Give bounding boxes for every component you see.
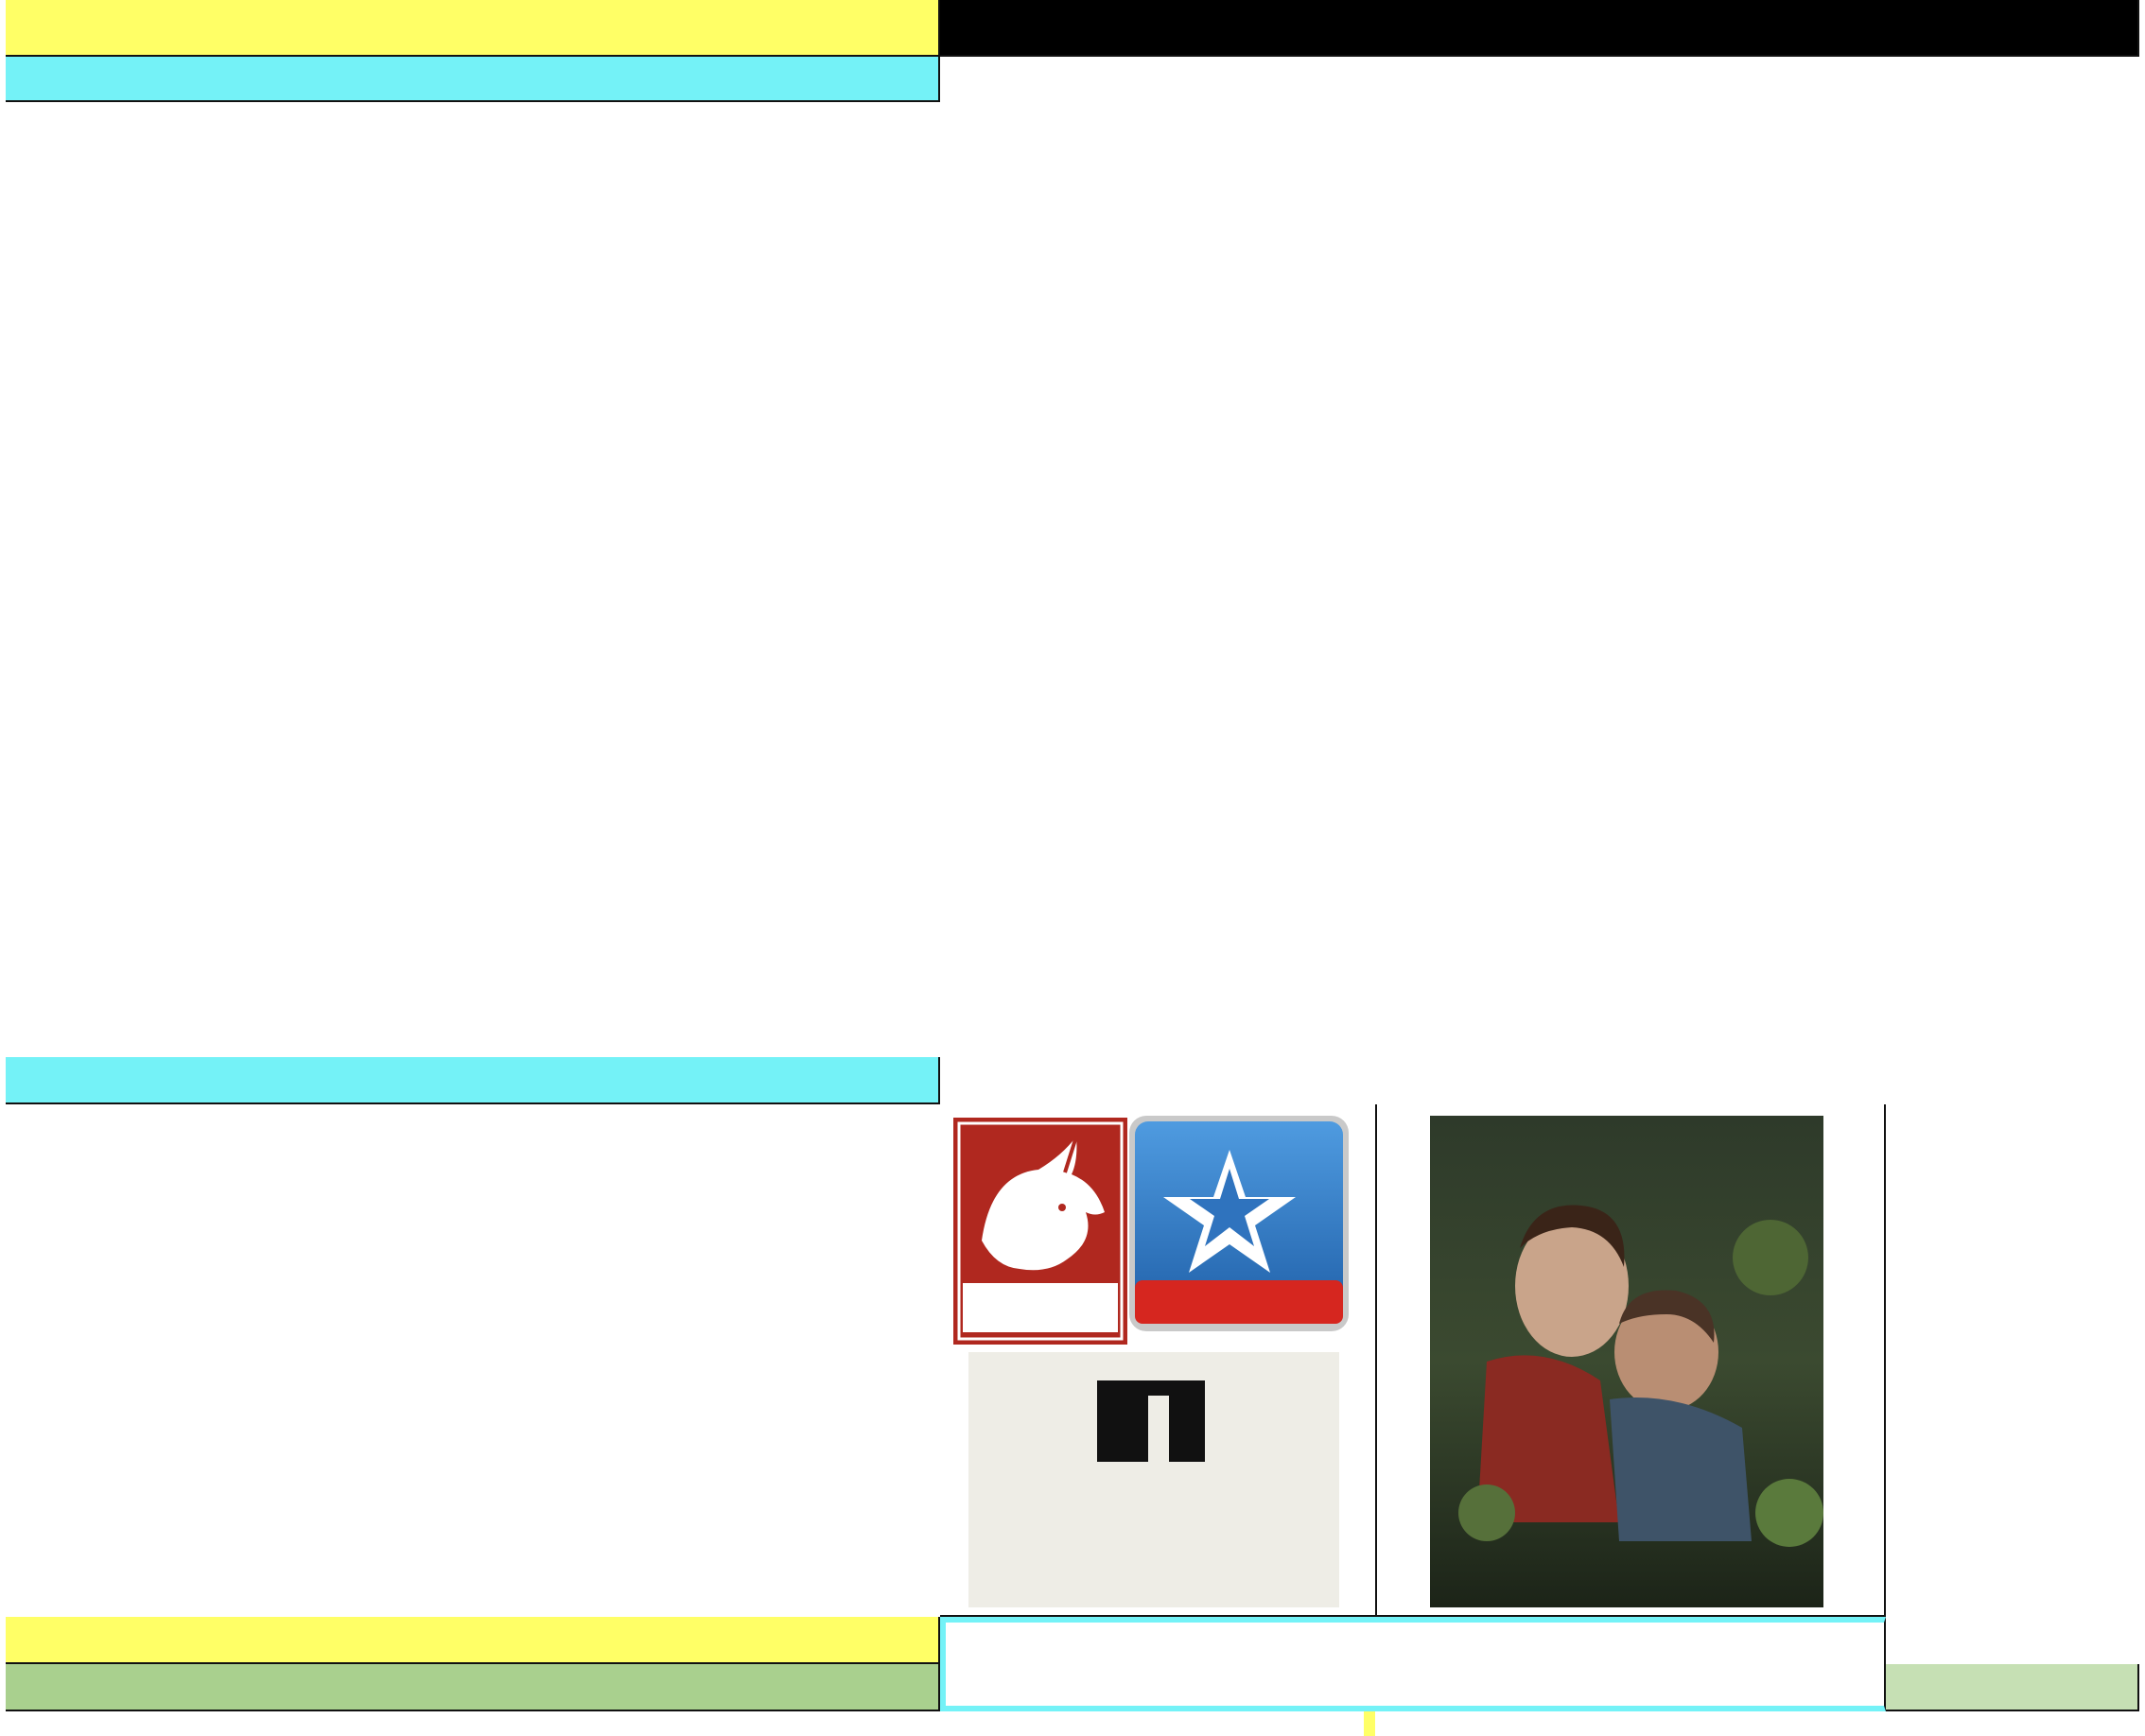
footer-row-1 bbox=[6, 1617, 940, 1664]
footer-green-cell bbox=[1886, 1664, 2139, 1711]
facebook-banner[interactable] bbox=[940, 1617, 1886, 1711]
poster-area bbox=[1377, 1104, 1886, 1617]
cursor-marker bbox=[1364, 1711, 1375, 1736]
participants-header-row bbox=[6, 1057, 940, 1104]
participants-header-label bbox=[6, 1057, 940, 1104]
cinextdoor-logo bbox=[968, 1352, 1339, 1607]
footer-note bbox=[6, 1617, 940, 1664]
logos-area bbox=[940, 1104, 1377, 1617]
films-header-row bbox=[6, 57, 940, 102]
recommended-label bbox=[6, 1664, 940, 1711]
footer-row-2 bbox=[6, 1664, 940, 1711]
kinepolis-logo bbox=[1125, 1112, 1352, 1337]
jpt-logo bbox=[953, 1118, 1127, 1345]
title-black-bar bbox=[940, 0, 2139, 57]
page-title bbox=[6, 0, 940, 57]
title-row bbox=[6, 0, 2139, 57]
hamnet-poster bbox=[1430, 1116, 1823, 1607]
films-header-label bbox=[6, 57, 940, 102]
